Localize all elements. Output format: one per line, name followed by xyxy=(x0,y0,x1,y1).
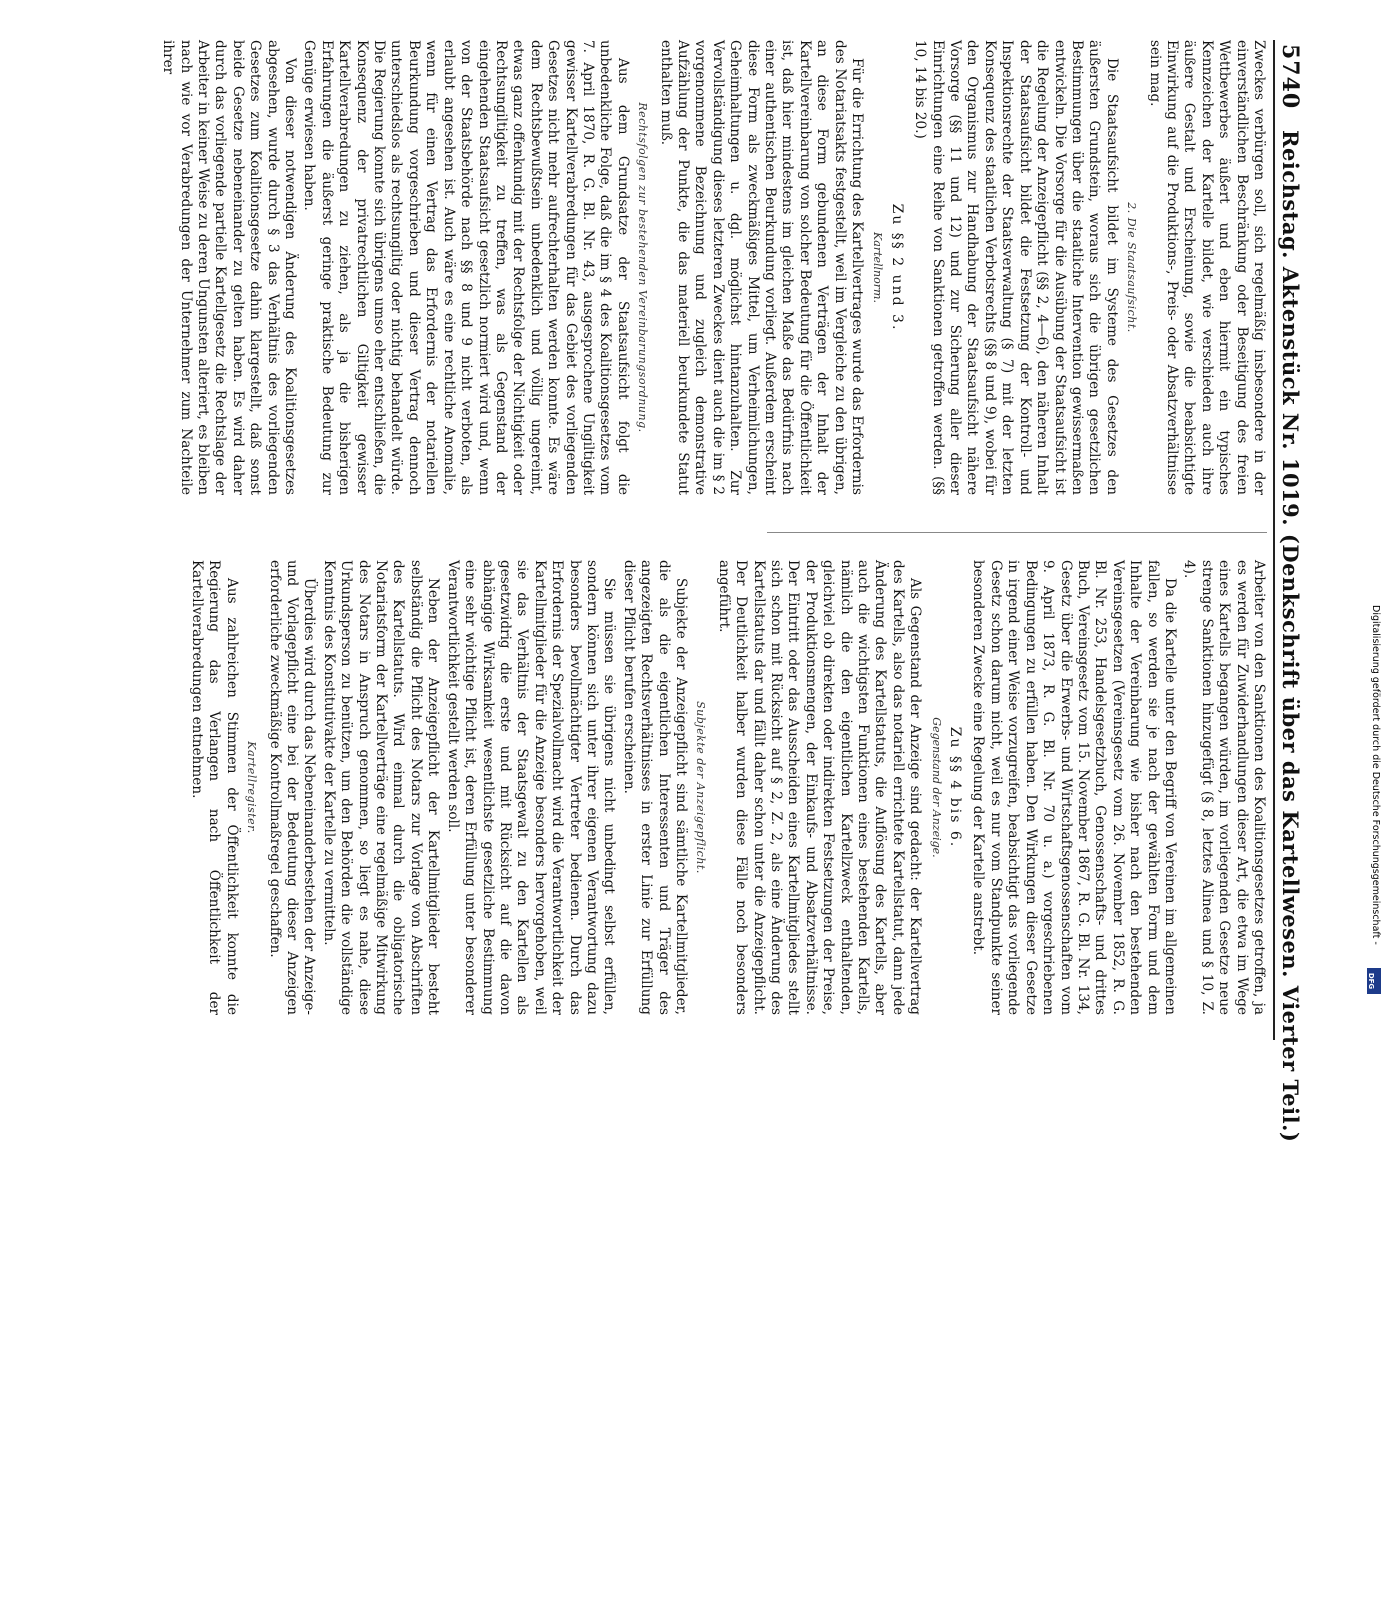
subsection-heading: Subjekte der Anzeigepflicht. xyxy=(694,701,708,874)
marginal-heading: Kartellnorm. xyxy=(871,232,885,303)
subsection-heading: 2. Die Staatsaufsicht. xyxy=(1125,202,1139,333)
paragraph: Subjekte der Anzeigepflicht sind sämtliche Kartellmitglieder, die als die eigentlichen Interessenten und Träger des angezeigten Rechtsverhältnisses in erster Linie zur Erfüllung dieser Pflicht berufen erscheinen. xyxy=(620,560,689,1015)
paragraph: Sie müssen sie übrigens nicht unbedingt selbst erfüllen, sondern können sich unter ihrer eigenen Verantwortung dazu besonders bevollmächtigter Vertreter bedienen. Durch das Erfordernis der Spezialvollmacht wird die Verantwortlichkeit der Kartellmitglieder für die Anzeige besonders hervorgehoben, weil sie das Verhältnis der Staatsgewalt zu den Kartellen als gesetzwidrig die erste und mit Rücksicht auf die davon abhängige Wirksamkeit wesentlichste gesetzliche Bestimmung eine sehr wichtige Pflicht ist, deren Erfüllung unter besonderer Verantwortlichkeit gestellt werden soll. xyxy=(444,560,618,1015)
paragraph: Neben der Anzeigepflicht der Kartellmitglieder besteht selbständig die Pflicht des Notars zur Vorlage von Abschriften des Kartellstatuts. Wird einmal durch die obligatorische Notariatsform der Kartellverträge eine regelmäßige Mitwirkung des Notars in Anspruch genommen, so liegt es nahe, diese Urkundsperson zu benützen, um den Behörden die vollständige Kenntnis des Konstitutivakte der Kartelle zu vermitteln. xyxy=(320,560,442,1015)
right-column xyxy=(189,560,1267,1015)
header-rule xyxy=(1273,40,1275,1040)
page-title: Reichstag. Aktenstück Nr. 1019. (Denkschrift über das Kartellwesen. Vierter Teil.) xyxy=(1278,130,1303,1143)
paragraph: Als Gegenstand der Anzeige sind gedacht: der Kartellvertrag des Kartells, also das notariell errichtete Kartellstatut, dann jede Änderung des Kartellstatuts, die Auflösung des Kartells, aber auch die wichtigsten Funktionen eines bestehenden Kartells, nämlich die den eigentlichen Kartellzweck enthaltenden, gleichviel ob direkten oder indirekten Festsetzungen der Preise, der Produktionsmengen, der Einkaufs- und Absatzverhältnisse. Der Eintritt oder das Ausscheiden eines Kartellmitgliedes stellt sich schon mit Rücksicht auf § 2, Z. 2, als eine Änderung des Kartellstatuts dar und fällt daher schon unter die Anzeigepflicht. Der Deutlichkeit halber wurden diese Fälle noch besonders angeführt. xyxy=(715,560,924,1015)
paragraph: Aus dem Grundsatze der Staatsaufsicht folgt die unbedenkliche Folge, daß die im § 4 des Koalitionsgesetzes vom 7. April 1870, R. G. Bl. Nr. 43, ausgesprochene Ungiltigkeit gewisser Kartellverabredungen für das Gebiet des vorliegenden Gesetzes nicht mehr aufrechterhalten werden konnte. Es wäre dem Rechtsbewußtsein unbedenklich und völlig ungereimt, etwas ganz offenkundig mit der Rechtsfolge der Nichtigkeit oder Rechtsungiltigkeit zu treffen, was als Gegenstand der eingehenden Staatsaufsicht gesetzlich normiert wird und, wenn von der Staatsbehörde nach §§ 8 und 9 nicht verboten, als erlaubt angesehen ist. Auch wäre es eine rechtliche Anomalie, wenn für einen Vertrag das Erfordernis der notariellen Beurkundung vorgeschrieben und dieser Vertrag dennoch unterschiedslos als rechtsungiltig oder nichtig behandelt würde. Die Regierung konnte sich übrigens umso eher entschließen, die Konsequenz der privatrechtlichen Giltigkeit gewisser Kartellverabredungen zu ziehen, als ja die bisherigen Erfahrungen die äußerst geringe praktische Bedeutung zur Genüge erwiesen haben. xyxy=(301,40,631,495)
section-heading: Zu §§ 2 und 3. xyxy=(888,203,905,332)
paragraph: Überdies wird durch das Nebeneinanderbestehen der Anzeige- und Vorlagepflicht eine bei der Bedeutung dieser Anzeigen erforderliche zweckmäßige Kontrollmaßregel geschaffen. xyxy=(266,560,318,1015)
left-column xyxy=(160,40,1267,495)
page-number: 5740 xyxy=(1277,44,1303,110)
dfg-logo-text: DFG xyxy=(1367,972,1376,990)
paragraph: Da die Kartelle unter den Begriff von Vereinen im allgemeinen fallen, so werden sie je nach der gewählten Form und dem Inhalte der Vereinbarung wie bisher nach den bestehenden Vereinsgesetzen (Vereinsgesetz vom 26. November 1852, R. G. Bl. Nr. 253, Handelsgesetzbuch, Genossenschafts- und drittes Buch, Vereinsgesetz vom 15. November 1867, R. G. Bl. Nr. 134, Gesetz über die Erwerbs- und Wirtschaftsgenossenschaften vom 9. April 1873, R. G. Bl. Nr. 70 u. a.) vorgeschriebenen Bedingungen zu erfüllen haben. Den Wirkungen dieser Gesetze in irgend einer Weise vorzugreifen, beabsichtigt das vorliegende Gesetz schon darum nicht, weil es nur vom Standpunkte seiner besonderen Zwecke eine Regelung der Kartelle anstrebt. xyxy=(970,560,1178,1015)
paragraph: Aus zahlreichen Stimmen der Öffentlichkeit konnte die Regierung das Verlangen nach Öffentlichkeit der Kartellverabredungen entnehmen. xyxy=(189,560,240,1015)
paragraph: Arbeiter von den Sanktionen des Koalitionsgesetzes getroffen, ja es werden für Zuwiderhandlungen dieser Art, die etwa im Wege eines Kartells begangen würden, im vorliegenden Gesetze neue strenge Sanktionen hinzugefügt (§ 8, letztes Alinea und § 10, Z. 4). xyxy=(1181,560,1267,1015)
rotated-document xyxy=(74,40,1309,1143)
digitization-footer xyxy=(1365,0,1383,1000)
dfg-logo xyxy=(1367,968,1381,994)
page-header xyxy=(1273,40,1309,1143)
subsection-heading: Kartellregister. xyxy=(245,741,259,834)
digitization-note: Digitalisierung gefördert durch die Deutsche Forschungsgemeinschaft - xyxy=(1370,605,1381,945)
marginal-heading: Gegenstand der Anzeige. xyxy=(929,717,943,858)
paragraph: Für die Errichtung des Kartellvertrages wurde das Erfordernis des Notariatsakts festgestellt, weil im Vergleiche zu den übrigen, an diese Form gebundenen Verträgen der Inhalt der Kartellvereinbarung von solcher Bedeutung für die Öffentlichkeit ist, daß hier mindestens im gleichen Maße das Bedürfnis nach einer authentischen Beurkundung vorliegt. Außerdem erscheint diese Form als zweckmäßiges Mittel, um Verheimlichungen, Geheimhaltungen u. dgl. möglichst hintanzuhalten. Zur Vervollständigung dieses letzteren Zweckes dient auch die im § 2 vorgenommene Bezeichnung und zugleich demonstrative Aufzählung der Punkte, die das materiell beurkundete Statut enthalten muß. xyxy=(657,40,866,495)
column-divider xyxy=(767,532,1267,533)
paragraph: Von dieser notwendigen Änderung des Koalitionsgesetzes abgesehen, wurde durch § 3 das Verhältnis des vorliegenden Gesetzes zum Koalitionsgesetze dahin klargestellt, daß sonst beide Gesetze nebeneinander zu gelten haben. Es wird daher durch das vorliegende partielle Kartellgesetz die Rechtslage der Arbeiter in keiner Weise zu deren Ungunsten alteriert, es bleiben nach wie vor Verabredungen der Unternehmer zum Nachteile ihrer xyxy=(160,40,299,495)
paragraph: Zweckes verbürgen soll, sich regelmäßig insbesondere in der einverständlichen Beschränkung oder Beseitigung des freien Wettbewerbes äußert und eben hiermit ein typisches Kennzeichen der Kartelle bildet, wie verschieden auch ihre äußere Gestalt und Erscheinung, sowie die beabsichtigte Einwirkung auf die Produktions-, Preis- oder Absatzverhältnisse sein mag. xyxy=(1146,40,1267,495)
paragraph: Die Staatsaufsicht bildet im Systeme des Gesetzes den äußersten Grundstein, woraus sich die übrigen gesetzlichen Bestimmungen über die staatliche Intervention gewissermaßen entwickeln. Die Vorsorge für die Ausübung der Staatsaufsicht ist die Regelung der Anzeigepflicht (§§ 2, 4—6), den näheren Inhalt der Staatsaufsicht bildet die Festsetzung der Kontroll- und Inspektionsrechte der Staatsverwaltung (§ 7) mit der letzten Konsequenz des staatlichen Verbotsrechts (§§ 8 und 9), wobei für den Organismus zur Handhabung der Staatsaufsicht nähere Vorsorge (§§ 11 und 12) und zur Sicherung aller dieser Einrichtungen eine Reihe von Sanktionen getroffen werden. (§§ 10, 14 bis 20.) xyxy=(912,40,1120,495)
section-heading: Zu §§ 4 bis 6. xyxy=(947,726,964,849)
subsection-heading: Rechtsfolgen zur bestehenden Vereinbarungsordnung. xyxy=(636,102,650,433)
